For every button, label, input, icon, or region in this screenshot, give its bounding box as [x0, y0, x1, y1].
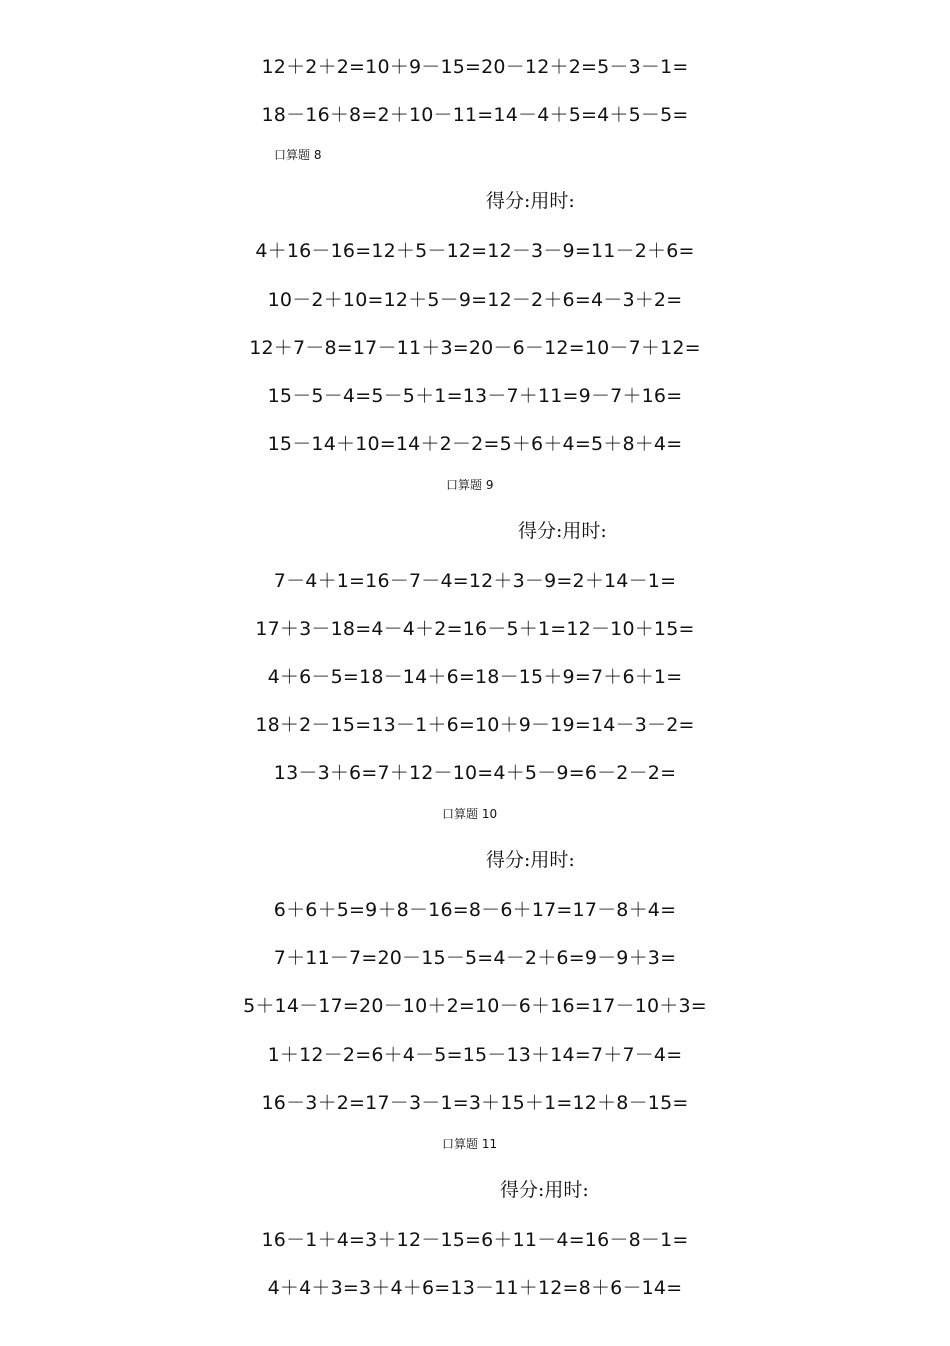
section-title: 口算题 11 — [442, 1137, 498, 1151]
score-time-label: 得分:用时: — [486, 190, 575, 212]
section-title: 口算题 10 — [442, 807, 498, 821]
score-time-label: 得分:用时: — [486, 849, 575, 871]
score-time-label: 得分:用时: — [500, 1179, 589, 1201]
equation-row: 18＋2－15=13－1＋6=10＋9－19=14－3－2= — [255, 714, 695, 736]
equation-row: 5＋14－17=20－10＋2=10－6＋16=17－10＋3= — [243, 995, 707, 1017]
section-title: 口算题 9 — [446, 478, 494, 492]
equation-row: 4＋16－16=12＋5－12=12－3－9=11－2＋6= — [255, 240, 695, 262]
equation-row: 15－5－4=5－5＋1=13－7＋11=9－7＋16= — [267, 385, 683, 407]
equation-row: 12＋7－8=17－11＋3=20－6－12=10－7＋12= — [249, 337, 701, 359]
equation-row: 15－14＋10=14＋2－2=5＋6＋4=5＋8＋4= — [267, 433, 683, 455]
section-title: 口算题 8 — [274, 148, 322, 162]
equation-row: 16－1＋4=3＋12－15=6＋11－4=16－8－1= — [261, 1229, 689, 1251]
equation-row: 4＋4＋3=3＋4＋6=13－11＋12=8＋6－14= — [267, 1277, 683, 1299]
equation-row: 1＋12－2=6＋4－5=15－13＋14=7＋7－4= — [267, 1044, 683, 1066]
score-time-label: 得分:用时: — [518, 520, 607, 542]
equation-row: 13－3＋6=7＋12－10=4＋5－9=6－2－2= — [273, 762, 677, 784]
equation-row: 12＋2＋2=10＋9－15=20－12＋2=5－3－1= — [261, 56, 689, 78]
equation-row: 7＋11－7=20－15－5=4－2＋6=9－9＋3= — [273, 947, 677, 969]
equation-row: 18－16＋8=2＋10－11=14－4＋5=4＋5－5= — [261, 104, 689, 126]
equation-row: 10－2＋10=12＋5－9=12－2＋6=4－3＋2= — [267, 289, 683, 311]
equation-row: 16－3＋2=17－3－1=3＋15＋1=12＋8－15= — [261, 1092, 689, 1114]
equation-row: 7－4＋1=16－7－4=12＋3－9=2＋14－1= — [273, 570, 677, 592]
equation-row: 6＋6＋5=9＋8－16=8－6＋17=17－8＋4= — [273, 899, 677, 921]
equation-row: 4＋6－5=18－14＋6=18－15＋9=7＋6＋1= — [267, 666, 683, 688]
equation-row: 17＋3－18=4－4＋2=16－5＋1=12－10＋15= — [255, 618, 695, 640]
